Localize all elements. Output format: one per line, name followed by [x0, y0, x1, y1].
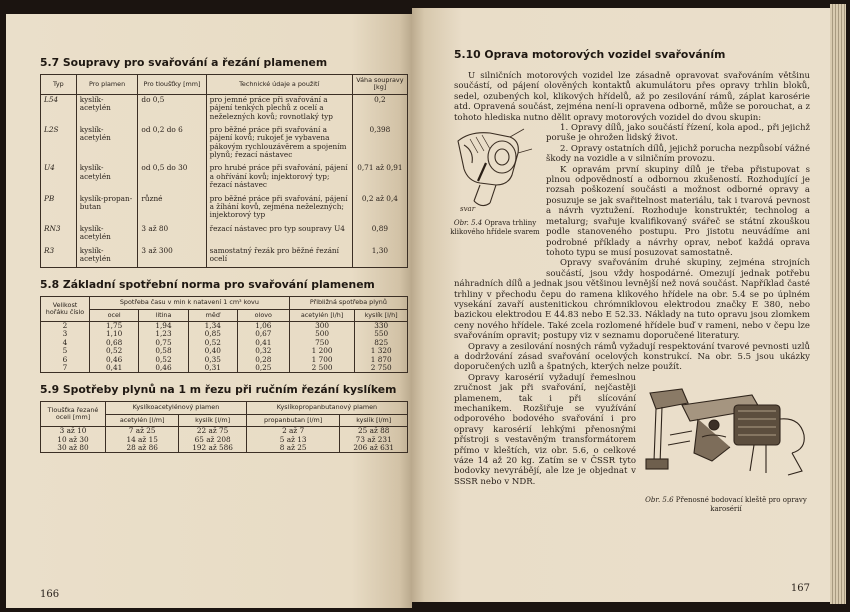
table-cell: 3 — [41, 330, 90, 338]
table-cell: 825 — [355, 339, 408, 347]
cell-tloustka: do 0,5 — [138, 94, 206, 125]
cell-plamen: kyslík-acetylén — [76, 246, 138, 268]
table-cell: 65 až 208 — [179, 436, 247, 444]
paragraph: Opravy svařováním druhé skupiny, zejména strojních součástí, jsou vždy hospodárné. Omezují jednak potřebu náhradních dílů a jednak jsou většinou levnější než nová součást. Například časté trhliny v přechodu čepu do ramena klikového hřídele na obr. 5.4 se po úplném vysekání zavaří austenitickou chrómniklovou elektrodou značky E 380, nebo bazickou elektrodou E 44.83 nebo E 52.33. Náklady na tuto opravu jsou zlomkem ceny nového hřídele. Také zcela rozlomené hřídele buď v rameni, nebo v čepu lze svařováním opravit; postupy viz v seznamu doporučené literatury. — [454, 258, 810, 342]
group-plyny: Přibližná spotřeba plynů — [289, 297, 407, 309]
body-text — [454, 71, 810, 123]
table-cell: 7 — [41, 364, 90, 373]
subheader: litina — [139, 309, 188, 321]
table-cell: 0,41 — [237, 339, 289, 347]
fig54-caption-num: Obr. 5.4 — [453, 219, 483, 228]
cell-typ: R3 — [41, 246, 77, 268]
cell-tloustka: od 0,2 do 6 — [138, 125, 206, 164]
table-cell: 0,40 — [188, 347, 237, 355]
subheader: měď — [188, 309, 237, 321]
figure-5-4 — [450, 123, 540, 273]
cell-plamen: kyslík-acetylén — [76, 125, 138, 164]
table-cell: 0,31 — [188, 364, 237, 373]
cell-plamen: kyslík-acetylén — [76, 94, 138, 125]
table-cell: 3 až 10 — [41, 427, 106, 436]
table-row — [41, 94, 408, 125]
col-velikost: Velikost hořáku číslo — [41, 297, 90, 322]
subheader: kyslík [l/m] — [340, 414, 408, 426]
cell-plamen: kyslík-acetylén — [76, 224, 138, 246]
table-cell: 0,85 — [188, 330, 237, 338]
welding-kits-table — [40, 74, 408, 268]
table-cell: 1 870 — [355, 356, 408, 364]
cell-vaha: 1,30 — [352, 246, 407, 268]
table-cell: 192 až 586 — [179, 444, 247, 453]
cutting-gas-table — [40, 401, 408, 453]
paragraph: Opravy a zesilování nosných rámů vyžadují respektování tvarové pevnosti uzlů a dodržování zásad svařování ocelových konstrukcí. Na obr. 5.5 jsou ukázky doporučených uzlů a špatných, kterých nelze použít. — [454, 341, 810, 373]
table-cell: 2 500 — [289, 364, 355, 373]
cell-typ: PB — [41, 194, 77, 224]
table-row — [41, 330, 408, 338]
table-cell: 2 až 7 — [246, 427, 340, 436]
subheader: acetylén [l/h] — [289, 309, 355, 321]
table-row — [41, 364, 408, 373]
table-cell: 1,34 — [188, 322, 237, 331]
table-row — [41, 194, 408, 224]
section-5-9-title: 5.9 Spotřeby plynů na 1 m řezu při ručním řezání kyslíkem — [40, 383, 397, 397]
table-cell: 1,10 — [90, 330, 139, 338]
table-cell: 0,52 — [139, 356, 188, 364]
col-typ: Typ — [41, 75, 77, 95]
spot-welding-tongs-drawing — [642, 375, 810, 493]
table-cell: 0,46 — [90, 356, 139, 364]
cell-tloustka: různé — [138, 194, 206, 224]
cell-vaha: 0,2 — [352, 94, 407, 125]
cell-udaje: pro jemné práce při svařování a pájení tenkých plechů z ocelí a neželezných kovů; rovnotlaký typ — [206, 94, 352, 125]
table-row — [41, 339, 408, 347]
fig56-caption-num: Obr. 5.6 — [645, 496, 674, 505]
table-cell: 500 — [289, 330, 355, 338]
subheader: ocel — [90, 309, 139, 321]
paragraph: U silničních motorových vozidel lze zásadně opravovat svařováním většinu součástí, od pájení olověných kontaktů akumulátoru přes opravy trhlin bloků, sedel, ozubených kol, klikových hřídelů, až po zesilování rámů, záplat karosérie atd. Opravená součást, zejména není-li opravena odborně, může se porouchat, a z tohoto hlediska nutno dělit opravy motorových vozidel do dvou skupin: — [454, 71, 810, 123]
consumption-norm-table — [40, 296, 408, 373]
col-plamen: Pro plamen — [76, 75, 138, 95]
table-cell: 0,75 — [139, 339, 188, 347]
table-cell: 0,67 — [237, 330, 289, 338]
table-cell: 0,32 — [237, 347, 289, 355]
fig56-caption-text: Přenosné bodovací kleště pro opravy karosérií — [675, 496, 807, 513]
table-cell: 0,25 — [237, 364, 289, 373]
table-cell: 30 až 80 — [41, 444, 106, 453]
table-cell: 8 až 25 — [246, 444, 340, 453]
table-cell: 1 200 — [289, 347, 355, 355]
table-cell: 73 až 231 — [340, 436, 408, 444]
right-page — [412, 8, 830, 602]
cell-vaha: 0,2 až 0,4 — [352, 194, 407, 224]
table-row — [41, 224, 408, 246]
subheader: kyslík [l/h] — [355, 309, 408, 321]
table-cell: 0,52 — [188, 339, 237, 347]
table-cell: 4 — [41, 339, 90, 347]
cell-tloustka: 3 až 300 — [138, 246, 206, 268]
table-cell: 10 až 30 — [41, 436, 106, 444]
subheader: acetylén [l/m] — [106, 414, 179, 426]
table-cell: 0,41 — [90, 364, 139, 373]
table-cell: 206 až 631 — [340, 444, 408, 453]
table-cell: 22 až 75 — [179, 427, 247, 436]
table-cell: 28 až 86 — [106, 444, 179, 453]
section-5-8-title: 5.8 Základní spotřební norma pro svařování plamenem — [40, 278, 375, 292]
table-cell: 5 až 13 — [246, 436, 340, 444]
cell-udaje: pro hrubé práce při svařování, pájení a ohřívání kovů; injektorový typ; řezací nástavec — [206, 163, 352, 193]
table-cell: 300 — [289, 322, 355, 331]
table-row — [41, 163, 408, 193]
cell-plamen: kyslík-propan-butan — [76, 194, 138, 224]
col-vaha: Váha soupravy [kg] — [352, 75, 407, 95]
cell-vaha: 0,89 — [352, 224, 407, 246]
group-acetylen: Kyslíkoacetylénový plamen — [106, 402, 247, 414]
table-cell: 5 — [41, 347, 90, 355]
figure-5-4-caption — [450, 219, 540, 236]
col-tloustka-oceli: Tloušťka řezané oceli [mm] — [41, 402, 106, 427]
consumption-norm-body — [41, 322, 408, 373]
table-cell: 1 700 — [289, 356, 355, 364]
table-cell: 550 — [355, 330, 408, 338]
page-edges — [830, 4, 846, 604]
col-udaje: Technické údaje a použití — [206, 75, 352, 95]
crankshaft-drawing — [450, 123, 540, 215]
col-tloustka: Pro tloušťky [mm] — [138, 75, 206, 95]
cell-udaje: řezací nástavec pro typ soupravy U4 — [206, 224, 352, 246]
figure-5-6-caption — [642, 496, 810, 513]
table-cell: 0,58 — [139, 347, 188, 355]
table-cell: 0,52 — [90, 347, 139, 355]
table-cell: 2 — [41, 322, 90, 331]
subheader: olovo — [237, 309, 289, 321]
cell-typ: U4 — [41, 163, 77, 193]
table-cell: 1 320 — [355, 347, 408, 355]
section-5-10-title: 5.10 Oprava motorových vozidel svařováním — [454, 48, 726, 61]
left-page — [6, 14, 412, 608]
table-row — [41, 322, 408, 331]
subheader: propanbutan [l/m] — [246, 414, 340, 426]
table-cell: 14 až 15 — [106, 436, 179, 444]
table-cell: 750 — [289, 339, 355, 347]
cell-vaha: 0,71 až 0,91 — [352, 163, 407, 193]
subheader: kyslík [l/m] — [179, 414, 247, 426]
table-cell: 1,23 — [139, 330, 188, 338]
paragraph: 1. Opravy dílů, jako součástí řízení, kola apod., při jejichž poruše je ohrožen lidský život. — [546, 123, 810, 144]
table-cell: 0,46 — [139, 364, 188, 373]
group-cas: Spotřeba času v min k natavení 1 cm³ kovu — [90, 297, 290, 309]
table-row — [41, 444, 408, 453]
cutting-gas-body — [41, 427, 408, 453]
table-row — [41, 246, 408, 268]
cell-tloustka: od 0,5 do 30 — [138, 163, 206, 193]
paragraph: Opravy karosérií vyžadují řemeslnou zručnost jak při svařování, nejčastěji plamenem, tak i při slícování mechanikem. Rozšiřuje se využívání odporového bodového svařování i pro opravy karosérií lehkými přenosnými přístroji s vestavěným transformátorem přímo v kleštích, viz obr. 5.6, o celkové váze 14 až 20 kg. Zatím se v ČSSR tyto bodovky nevyrábějí, ale lze je objednat v SSSR nebo v NDR. — [454, 372, 636, 487]
table-row — [41, 125, 408, 164]
cell-udaje: pro běžné práce při svařování, pájení a žíhání kovů, zejména neželezných; injektorový typ — [206, 194, 352, 224]
paragraph: 2. Opravy ostatních dílů, jejichž porucha nezpůsobí vážné škody na vozidle a v silničním provozu. — [546, 143, 810, 165]
welding-kits-body — [41, 94, 408, 268]
table-cell: 0,28 — [237, 356, 289, 364]
cell-typ: RN3 — [41, 224, 77, 246]
table-cell: 0,35 — [188, 356, 237, 364]
cell-udaje: pro běžné práce při svařování a pájení kovů; rukojeť je vybavena pákovým rychlouzávěrem a spojením plynů; řezací nástavec — [206, 125, 352, 164]
cell-plamen: kyslík-acetylén — [76, 163, 138, 193]
page-number-left: 166 — [40, 589, 60, 600]
table-cell: 0,68 — [90, 339, 139, 347]
fig54-caption-text: Oprava trhliny klikového hřídele svarem — [450, 219, 540, 236]
figure-5-6 — [642, 375, 810, 525]
table-cell: 1,75 — [90, 322, 139, 331]
table-cell: 2 750 — [355, 364, 408, 373]
paragraph: K opravám první skupiny dílů je třeba přistupovat s plnou odpovědností a odbornou zkušeností. Rozhodující je rozsah poškození součásti a možnost odborné opravy a posuzuje se jak svařitelnost materiálu, tak i tvarová pevnost a návrh vyztužení. Rozhoduje konstruktér, technolog a metalurg; svařuje kvalifikovaný svářeč se státní zkouškou podle stanoveného postupu. Pro jistotu neuvádíme ani podrobné příklady a návrhy oprav, neboť každá oprava tohoto typu se musí posuzovat samostatně. — [546, 164, 810, 258]
cell-typ: L54 — [41, 94, 77, 125]
group-propanbutan: Kyslíkopropanbutanový plamen — [246, 402, 407, 414]
table-row — [41, 356, 408, 364]
fig54-label: svar — [460, 205, 476, 214]
table-cell: 1,94 — [139, 322, 188, 331]
table-row — [41, 347, 408, 355]
cell-tloustka: 3 až 80 — [138, 224, 206, 246]
page-number-right: 167 — [790, 583, 810, 594]
table-cell: 330 — [355, 322, 408, 331]
cell-vaha: 0,398 — [352, 125, 407, 164]
table-cell: 7 až 25 — [106, 427, 179, 436]
section-5-7-title: 5.7 Soupravy pro svařování a řezání plamenem — [40, 56, 328, 69]
table-cell: 1,06 — [237, 322, 289, 331]
cell-typ: L2S — [41, 125, 77, 164]
table-cell: 6 — [41, 356, 90, 364]
table-cell: 25 až 88 — [340, 427, 408, 436]
cell-udaje: samostatný řezák pro běžné řezání ocelí — [206, 246, 352, 268]
